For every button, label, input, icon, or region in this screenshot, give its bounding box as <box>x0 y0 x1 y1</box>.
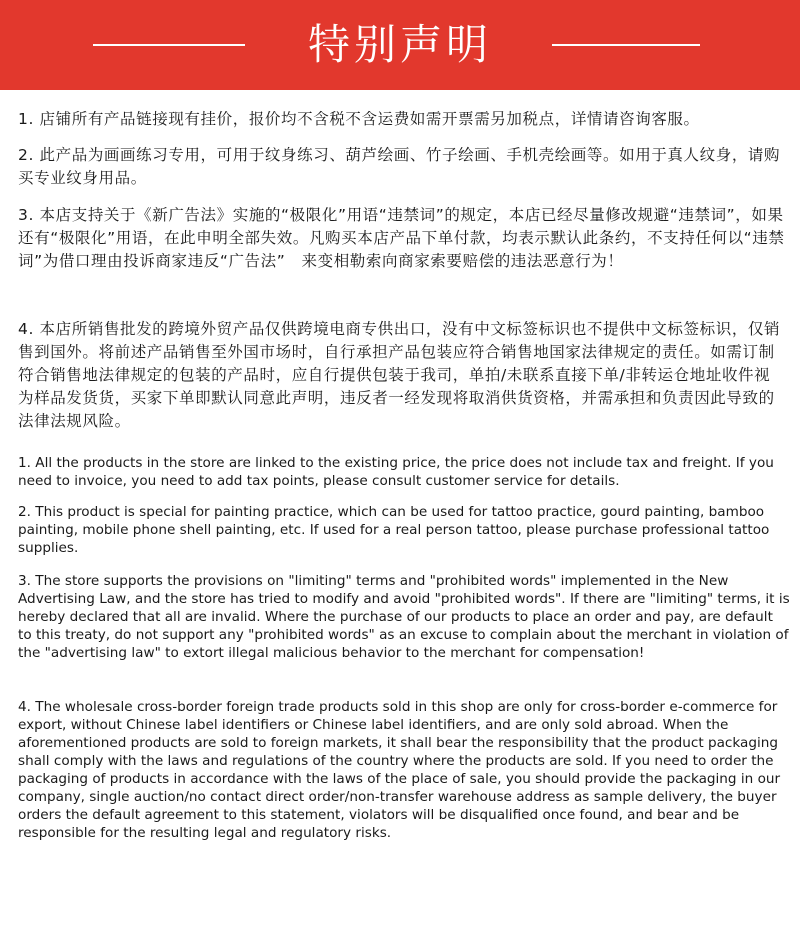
notice-zh-3: 3. 本店支持关于《新广告法》实施的“极限化”用语“违禁词”的规定，本店已经尽量修改规避“违禁词”，如果还有“极限化”用语，在此申明全部失效。凡购买本店产品下单付款，均表示默认此条约，不支持任何以“违禁词”为借口理由投诉商家违反“广告法” 来变相勒索向商家索要赔偿的违法恶意行为！ <box>18 206 785 270</box>
notice-zh-2: 2. 此产品为画画练习专用，可用于纹身练习、葫芦绘画、竹子绘画、手机壳绘画等。如用于真人纹身，请购买专业纹身用品。 <box>18 146 781 187</box>
notice-en-3: 3. The store supports the provisions on "limiting" terms and "prohibited words" implemented in the New Advertising Law, and the store has tried to modify and avoid "prohibited words". If there are "limiting" terms, it is hereby declared that all are invalid. Where the purchase of our products to place an order and pay, are default to this treaty, do not support any "prohibited words" as an excuse to complain about the merchant in violation of the "advertising law" to extort illegal malicious behavior to the merchant for compensation! <box>18 573 790 661</box>
notice-zh-4: 4. 本店所销售批发的跨境外贸产品仅供跨境电商专供出口，没有中文标签标识也不提供中文标签标识，仅销售到国外。将前述产品销售至外国市场时，自行承担产品包装应符合销售地国家法律规定的责任。如需订制符合销售地法律规定的包装的产品时，应自行提供包装于我司，单拍/未联系直接下单/非转运仓地址收件视为样品发货货，买家下单即默认同意此声明，违反者一经发现将取消供货资格，并需承担和负责因此导致的法律法规风险。 <box>18 320 781 430</box>
page-title: 特别声明 <box>307 20 492 69</box>
notice-en-2: 2. This product is special for painting practice, which can be used for tattoo practice, gourd painting, bamboo painting, mobile phone shell painting, etc. If used for a real person tattoo, please purchase professional tattoo supplies. <box>18 504 770 556</box>
notice-en-4: 4. The wholesale cross-border foreign trade products sold in this shop are only for cross-border e-commerce for export, without Chinese label identifiers or Chinese label identifiers, and are only sold abroad. When the aforementioned products are sold to foreign markets, it shall bear the responsibility that the product packaging shall comply with the laws and regulations of the country where the products are sold. If you need to order the packaging of products in accordance with the laws of the place of sale, you should provide the packaging in our company, single auction/no contact direct order/non-transfer warehouse address as sample delivery, the buyer orders the default agreement to this statement, violators will be disqualified once found, and bear and be responsible for the resulting legal and regulatory risks. <box>18 699 781 841</box>
notice-zh-1: 1. 店铺所有产品链接现有挂价，报价均不含税不含运费如需开票需另加税点，详情请咨询客服。 <box>18 110 700 128</box>
header-divider-right <box>552 44 700 46</box>
notice-en-1: 1. All the products in the store are linked to the existing price, the price does not include tax and freight. If you need to invoice, you need to add tax points, please consult customer service for details. <box>18 455 774 489</box>
header-banner <box>0 0 800 90</box>
